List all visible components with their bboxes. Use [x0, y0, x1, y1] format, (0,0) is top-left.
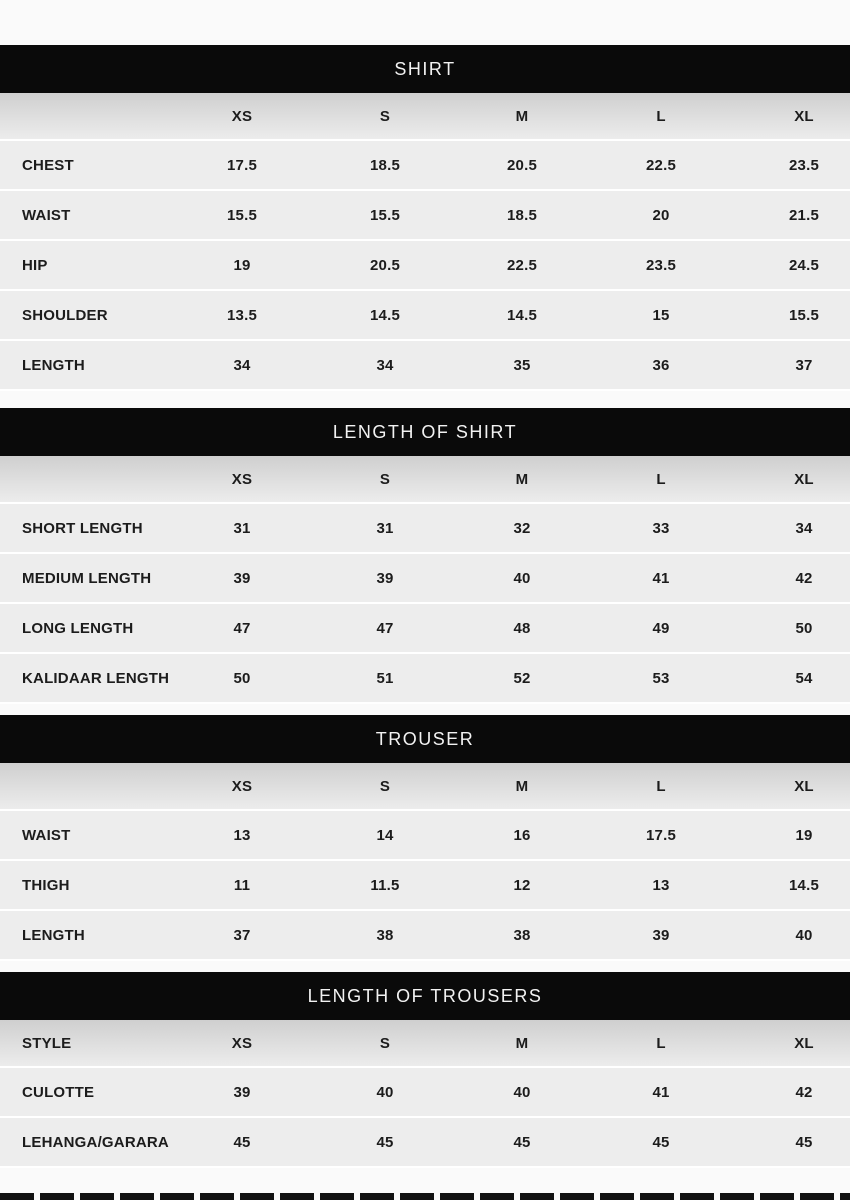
value-xl: 15.5 — [789, 306, 819, 324]
size-header-row — [0, 93, 850, 141]
table-row — [0, 1118, 850, 1168]
section-title: LENGTH OF SHIRT — [0, 408, 850, 456]
value-xs: 19 — [233, 256, 251, 274]
value-m: 22.5 — [507, 256, 537, 274]
row-label: THIGH — [22, 876, 70, 894]
value-s: 11.5 — [370, 876, 400, 894]
value-xl: 50 — [795, 619, 813, 637]
row-label: LONG LENGTH — [22, 619, 134, 637]
size-xl: XL — [794, 107, 814, 125]
row-label: CHEST — [22, 156, 74, 174]
value-s: 45 — [376, 1133, 394, 1151]
row-label: HIP — [22, 256, 48, 274]
row-label: LEHANGA/GARARA — [22, 1133, 169, 1151]
value-xl: 24.5 — [789, 256, 819, 274]
table-row — [0, 141, 850, 191]
value-s: 18.5 — [370, 156, 400, 174]
bottom-dashed-border — [0, 1193, 850, 1200]
size-xs: XS — [231, 470, 253, 488]
value-xl: 40 — [795, 926, 813, 944]
row-label: SHOULDER — [22, 306, 108, 324]
size-xs: XS — [231, 1034, 253, 1052]
value-xs: 31 — [233, 519, 251, 537]
value-xs: 17.5 — [227, 156, 257, 174]
table-row — [0, 654, 850, 704]
value-xs: 39 — [233, 569, 251, 587]
value-l: 23.5 — [646, 256, 676, 274]
value-m: 32 — [513, 519, 531, 537]
value-s: 38 — [376, 926, 394, 944]
size-m: M — [515, 107, 529, 125]
size-xl: XL — [794, 470, 814, 488]
size-l: L — [656, 107, 666, 125]
value-s: 31 — [376, 519, 394, 537]
row-label: KALIDAAR LENGTH — [22, 669, 170, 687]
table-row — [0, 861, 850, 911]
value-xl: 21.5 — [789, 206, 819, 224]
section-title: TROUSER — [0, 715, 850, 763]
row-label: LENGTH — [22, 926, 85, 944]
value-s: 34 — [376, 356, 394, 374]
value-s: 51 — [376, 669, 394, 687]
value-m: 35 — [513, 356, 531, 374]
value-s: 47 — [376, 619, 394, 637]
value-l: 36 — [652, 356, 670, 374]
value-m: 45 — [513, 1133, 531, 1151]
size-xs: XS — [231, 107, 253, 125]
value-m: 40 — [513, 1083, 531, 1101]
size-xl: XL — [794, 777, 814, 795]
table-row — [0, 241, 850, 291]
row-label: SHORT LENGTH — [22, 519, 143, 537]
size-s: S — [379, 777, 391, 795]
length-of-trousers-section — [0, 972, 850, 1168]
value-s: 14 — [376, 826, 394, 844]
value-xs: 13 — [233, 826, 251, 844]
size-m: M — [515, 1034, 529, 1052]
shirt-section — [0, 45, 850, 391]
value-l: 13 — [652, 876, 670, 894]
value-m: 14.5 — [507, 306, 537, 324]
size-l: L — [656, 777, 666, 795]
value-xl: 54 — [795, 669, 813, 687]
value-l: 41 — [652, 569, 670, 587]
size-m: M — [515, 470, 529, 488]
value-xl: 34 — [795, 519, 813, 537]
value-m: 12 — [513, 876, 531, 894]
value-l: 20 — [652, 206, 670, 224]
value-l: 45 — [652, 1133, 670, 1151]
value-s: 39 — [376, 569, 394, 587]
row-label: WAIST — [22, 826, 71, 844]
table-row — [0, 604, 850, 654]
value-xl: 37 — [795, 356, 813, 374]
table-row — [0, 811, 850, 861]
value-m: 18.5 — [507, 206, 537, 224]
value-xs: 47 — [233, 619, 251, 637]
size-m: M — [515, 777, 529, 795]
value-xs: 34 — [233, 356, 251, 374]
value-m: 40 — [513, 569, 531, 587]
length-of-shirt-section — [0, 408, 850, 704]
value-xs: 50 — [233, 669, 251, 687]
value-l: 53 — [652, 669, 670, 687]
row-label: CULOTTE — [22, 1083, 95, 1101]
row-label: LENGTH — [22, 356, 85, 374]
value-s: 15.5 — [370, 206, 400, 224]
value-xl: 23.5 — [789, 156, 819, 174]
value-m: 16 — [513, 826, 531, 844]
table-row — [0, 504, 850, 554]
size-header-row — [0, 763, 850, 811]
table-row — [0, 911, 850, 961]
value-l: 39 — [652, 926, 670, 944]
size-l: L — [656, 1034, 666, 1052]
size-s: S — [379, 1034, 391, 1052]
value-xs: 15.5 — [227, 206, 257, 224]
value-s: 14.5 — [370, 306, 400, 324]
value-l: 49 — [652, 619, 670, 637]
trouser-section — [0, 715, 850, 961]
value-xs: 11 — [233, 876, 251, 894]
value-l: 22.5 — [646, 156, 676, 174]
value-xl: 42 — [795, 569, 813, 587]
table-row — [0, 191, 850, 241]
value-m: 38 — [513, 926, 531, 944]
table-row — [0, 341, 850, 391]
value-xl: 45 — [795, 1133, 813, 1151]
size-s: S — [379, 107, 391, 125]
section-title: SHIRT — [0, 45, 850, 93]
value-m: 48 — [513, 619, 531, 637]
value-l: 17.5 — [646, 826, 676, 844]
value-l: 33 — [652, 519, 670, 537]
table-row — [0, 291, 850, 341]
value-l: 15 — [652, 306, 670, 324]
value-m: 52 — [513, 669, 531, 687]
table-row — [0, 554, 850, 604]
row-label: WAIST — [22, 206, 71, 224]
value-xs: 45 — [233, 1133, 251, 1151]
value-xl: 42 — [795, 1083, 813, 1101]
size-xl: XL — [794, 1034, 814, 1052]
table-row — [0, 1068, 850, 1118]
size-s: S — [379, 470, 391, 488]
value-xs: 13.5 — [227, 306, 257, 324]
section-title: LENGTH OF TROUSERS — [0, 972, 850, 1020]
row-label: MEDIUM LENGTH — [22, 569, 152, 587]
value-m: 20.5 — [507, 156, 537, 174]
value-xs: 37 — [233, 926, 251, 944]
size-header-row — [0, 1020, 850, 1068]
value-xl: 19 — [795, 826, 813, 844]
value-l: 41 — [652, 1083, 670, 1101]
value-xs: 39 — [233, 1083, 251, 1101]
size-l: L — [656, 470, 666, 488]
corner-label: STYLE — [22, 1034, 72, 1052]
size-xs: XS — [231, 777, 253, 795]
value-s: 40 — [376, 1083, 394, 1101]
size-header-row — [0, 456, 850, 504]
value-s: 20.5 — [370, 256, 400, 274]
value-xl: 14.5 — [789, 876, 819, 894]
